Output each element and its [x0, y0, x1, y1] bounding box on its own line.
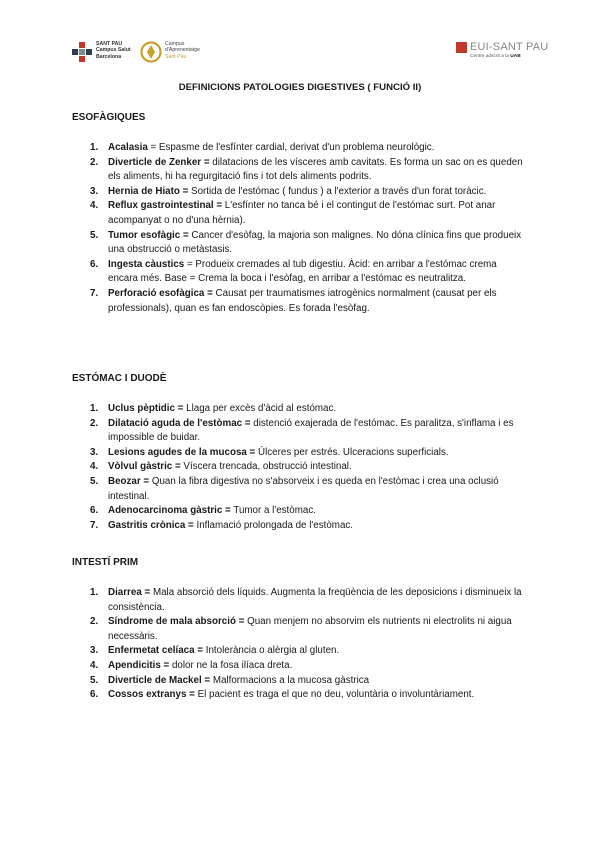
list-item-definition: Tumor a l'estòmac. — [230, 505, 316, 517]
list-item — [90, 446, 528, 461]
document-title: DEFINICIONS PATOLOGIES DIGESTIVES ( FUNCIÓ II) — [178, 82, 422, 93]
list-item — [90, 460, 528, 475]
list-item-definition: Úlceres per estrés. Ulceracions superficials. — [255, 446, 449, 458]
list-item-definition: Cancer d'esòfag, la majoria son malignes. No dóna clínica fins que produeix una obstrucció o metàstasis. — [108, 229, 522, 256]
list-item-definition: Causat per traumatismes iatrogènics normalment (causat per els professionals), quan es fan endoscòpies. Es forada l'esòfag. — [108, 287, 497, 314]
list-item-definition: Llaga per excès d'àcid al estómac. — [183, 403, 337, 414]
list-item — [90, 199, 528, 228]
list-item — [90, 402, 528, 417]
list-item-number: 4. — [90, 659, 99, 671]
list-item-term: Cossos extranys = — [108, 689, 195, 701]
list-item — [90, 156, 528, 185]
list-item-number: 2. — [90, 417, 99, 429]
list-item — [90, 586, 528, 615]
list-item-definition: Mala absorció dels líquids. Augmenta la freqüència de les deposicions i disminueix la consistència. — [108, 587, 522, 613]
list-item — [90, 287, 528, 316]
list-item — [90, 519, 528, 534]
list-item-definition: Inflamació prolongada de l'estòmac. — [193, 519, 354, 531]
list-intesti-prim — [90, 586, 528, 703]
list-item-term: Diverticle de Zenker = — [108, 156, 210, 168]
eui-logo-square-icon — [456, 42, 467, 53]
list-item-number: 1. — [90, 403, 99, 414]
campus-logo-text: Campus d'Aprenentatge Sant Pau — [165, 41, 201, 60]
sant-pau-logo — [72, 40, 132, 64]
page-header — [0, 36, 600, 70]
list-item-number: 5. — [90, 674, 99, 686]
sant-pau-emblem-icon — [72, 42, 92, 62]
list-item-term: Apendicitis = — [108, 659, 170, 671]
list-item-definition: Víscera trencada, obstrucció intestinal. — [180, 461, 352, 473]
list-item-definition: L'esfínter no tanca bé i el contingut de l'estómac surt. Pot anar acompanyat o no d'una hèrnia). — [108, 200, 496, 226]
list-item-number: 4. — [90, 461, 99, 473]
list-item-definition: Malformacions a la mucosa gàstrica — [210, 674, 370, 686]
list-esofagiques — [90, 141, 528, 316]
list-item-term: Síndrome de mala absorció = — [108, 616, 245, 628]
list-item-term: Gastritis crònica = — [108, 519, 194, 531]
list-item-term: Beozar = — [108, 475, 150, 487]
eui-logo-subtitle: Centre adscrit a la UAB — [470, 54, 521, 59]
list-item-term: Vòlvul gàstric = — [108, 461, 181, 473]
eui-sant-pau-logo — [456, 41, 549, 64]
list-item — [90, 674, 528, 689]
list-item-number: 5. — [90, 475, 99, 487]
list-item-definition: Intolerància o alèrgia al gluten. — [203, 645, 340, 657]
list-item — [90, 644, 528, 659]
list-item-number: 1. — [90, 142, 99, 153]
list-item-definition: dolor ne la fosa ilíaca dreta. — [169, 659, 293, 671]
list-item-number: 1. — [90, 587, 99, 598]
list-item-term: Enfermetat celíaca = — [108, 645, 204, 657]
list-item-number: 5. — [90, 229, 99, 241]
list-item-number: 6. — [90, 505, 99, 517]
list-item-term: Dilatació aguda de l'estòmac = — [108, 417, 251, 429]
list-item — [90, 417, 528, 446]
list-item — [90, 229, 528, 258]
list-item-term: Adenocarcinoma gàstric = — [108, 505, 231, 517]
list-item — [90, 258, 528, 287]
list-item-number: 2. — [90, 616, 99, 628]
list-item-number: 6. — [90, 258, 99, 270]
list-item-term: Ingesta càustics — [108, 258, 185, 270]
list-item-definition: Quan la fibra digestiva no s'absorveix i es queda en l'estòmac i crea una oclusió intestinal. — [108, 475, 499, 502]
list-item-term: Perforació esofàgica = — [108, 287, 213, 299]
list-item-number: 2. — [90, 156, 99, 168]
list-item-definition: Sortida de l'estómac ( fundus ) a l'exterior a través d'un forat toràcic. — [188, 185, 487, 197]
list-item — [90, 688, 528, 703]
list-item-term: Lesions agudes de la mucosa = — [108, 446, 256, 458]
section-heading-estomac-duode: ESTÓMAC I DUODÈ — [72, 373, 167, 384]
list-item-definition: El pacient es traga el que no deu, voluntària o involuntàriament. — [194, 689, 475, 701]
list-estomac-duode — [90, 402, 528, 533]
list-item-term: Uclus pèptidic = — [108, 403, 184, 414]
list-item-term: Diverticle de Mackel = — [108, 674, 211, 686]
list-item-number: 6. — [90, 689, 99, 701]
list-item-number: 7. — [90, 287, 99, 299]
list-item-term: Diarrea = — [108, 587, 151, 598]
list-item-number: 3. — [90, 645, 99, 657]
list-item-number: 3. — [90, 185, 99, 197]
section-heading-esofagiques: ESOFÀGIQUES — [72, 112, 146, 123]
list-item-number: 4. — [90, 200, 99, 212]
list-item-definition: = Espasme de l'esfínter cardial, derivat d'un problema neurològic. — [147, 142, 435, 153]
list-item — [90, 659, 528, 674]
list-item-term: Tumor esofàgic = — [108, 229, 189, 241]
campus-emblem-icon — [140, 41, 162, 63]
list-item — [90, 504, 528, 519]
list-item-definition: dilatacions de les vísceres amb cavitats. Es forma un sac on es queden els aliments, hi ha regurgitació fins i tot dels aliments podrits. — [108, 156, 523, 183]
list-item-definition: Quan menjem no absorvim els nutrients ni electrolits ni aigua necessàris. — [108, 616, 512, 642]
list-item-number: 7. — [90, 519, 99, 531]
list-item-definition: = Produeix cremades al tub digestiu. Àcid: en arribar a l'estómac crema encara més. Base = Crema la boca i l'esòfag, en arribar a l'estómac es neutralitza. — [108, 258, 497, 285]
section-heading-intesti-prim: INTESTÍ PRIM — [72, 557, 139, 568]
sant-pau-logo-text: SANT PAU Campus Salut Barcelona — [96, 41, 131, 60]
list-item — [90, 475, 528, 504]
campus-aprenentatge-logo — [140, 40, 212, 64]
list-item-definition: distenció exajerada de l'estómac. Es paralitza, s'inflama i es impossible de buidar. — [108, 417, 514, 444]
list-item — [90, 185, 528, 200]
list-item-term: Hernia de Hiato = — [108, 185, 189, 197]
list-item-term: Acalasia — [108, 142, 148, 153]
list-item — [90, 615, 528, 644]
eui-logo-name: EUI-SANT PAU — [470, 41, 549, 53]
list-item — [90, 141, 528, 156]
list-item-term: Reflux gastrointestinal = — [108, 200, 223, 212]
list-item-number: 3. — [90, 446, 99, 458]
